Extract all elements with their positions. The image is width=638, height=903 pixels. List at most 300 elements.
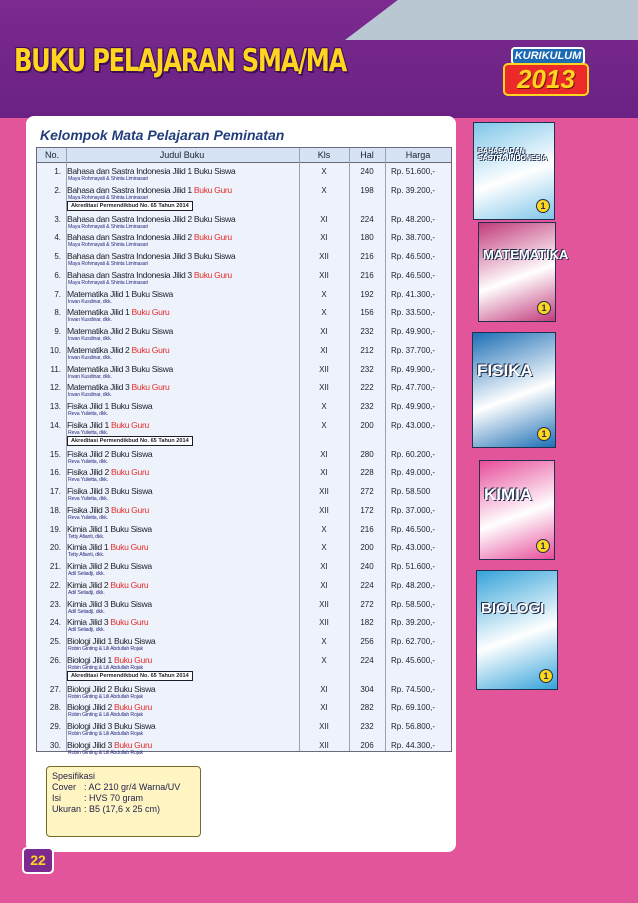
table-row (37, 289, 451, 308)
book-class: X (321, 167, 327, 176)
book-type: Buku Guru (193, 269, 232, 280)
book-author: Maya Rohmayati & Shinta Liminasari (68, 261, 148, 267)
book-title (67, 721, 155, 731)
book-type: Buku Siswa (131, 326, 173, 336)
spec-heading: Spesifikasi (52, 771, 96, 781)
book-pages: 216 (360, 252, 374, 261)
book-title (67, 307, 169, 317)
book-price: Rp. 37.000,- (391, 505, 436, 515)
book-title (67, 382, 169, 392)
book-type: Buku Guru (193, 232, 232, 243)
book-pages: 240 (360, 167, 374, 176)
specification-box (46, 766, 201, 837)
book-pages: 156 (360, 308, 374, 318)
book-author: Irwan Kusdinar, dkk. (68, 354, 112, 361)
row-number: 30. (49, 740, 61, 750)
book-title-text: Biologi Jilid 3 (67, 721, 114, 731)
book-pages: 224 (360, 580, 374, 590)
badge-label: KURIKULUM (511, 47, 585, 65)
book-title-text: Fisika Jilid 3 (67, 486, 111, 496)
table-row (37, 617, 451, 636)
accreditation-note: Akreditasi Permendikbud No. 65 Tahun 2014 (67, 201, 193, 211)
book-title-text: Biologi Jilid 1 (67, 636, 114, 646)
book-class: XII (319, 722, 329, 731)
book-type: Buku Guru (113, 654, 152, 665)
book-class: XII (319, 505, 329, 515)
table-row (37, 307, 451, 326)
book-author: Reva Yulietta, dkk. (68, 496, 109, 502)
table-row (37, 542, 451, 561)
book-price: Rp. 39.200,- (391, 185, 436, 195)
book-title-text: Biologi Jilid 1 (67, 654, 114, 665)
table-row (37, 636, 451, 655)
book-cover-image (478, 222, 569, 322)
book-price: Rp. 60.200,- (391, 449, 436, 459)
book-price: Rp. 58.500,- (391, 599, 436, 609)
book-title-text: Matematika Jilid 3 (67, 382, 132, 393)
col-hal: Hal (360, 150, 374, 160)
spec-value: : HVS 70 gram (84, 793, 144, 803)
book-class: XII (319, 383, 329, 393)
book-class: X (321, 420, 327, 430)
page-number: 22 (22, 847, 54, 874)
table-row (37, 270, 451, 289)
book-title-text: Matematika Jilid 2 (67, 326, 132, 336)
book-type: Buku Guru (110, 579, 149, 590)
book-price: Rp. 49.900,- (391, 402, 436, 411)
book-title (67, 449, 152, 459)
book-title (67, 486, 152, 496)
book-author: Maya Rohmayati & Shinta Liminasari (68, 176, 148, 182)
book-title-text: Kimia Jilid 3 (67, 598, 111, 609)
book-title (67, 251, 235, 261)
book-class: XII (319, 618, 329, 628)
table-row (37, 561, 451, 580)
book-cover-title: FISIKA (477, 361, 533, 380)
col-no: No. (44, 150, 59, 160)
book-pages: 232 (360, 364, 374, 374)
book-type: Buku Guru (131, 382, 170, 393)
book-cover-image (479, 460, 555, 560)
book-type: Buku Guru (110, 542, 149, 553)
row-number: 24. (49, 618, 61, 628)
book-title (67, 740, 152, 750)
table-row (37, 467, 451, 486)
book-class: XII (319, 599, 329, 609)
book-title (67, 580, 148, 590)
book-class: XI (320, 468, 328, 478)
table-row (37, 326, 451, 345)
book-type: Buku Siswa (110, 561, 152, 571)
book-price: Rp. 49.000,- (391, 468, 436, 478)
table-row (37, 251, 451, 270)
page-title: BUKU PELAJARAN SMA/MA (14, 43, 347, 79)
book-type: Buku Siswa (193, 213, 236, 224)
book-pages: 282 (360, 703, 374, 713)
book-class: XI (320, 562, 328, 571)
book-price: Rp. 49.900,- (391, 364, 436, 374)
row-number: 16. (49, 468, 61, 478)
kurikulum-badge (497, 44, 589, 100)
book-title-text: Bahasa dan Sastra Indonesia Jilid 2 (67, 213, 194, 224)
book-price: Rp. 41.300,- (391, 289, 436, 299)
book-title (67, 185, 232, 195)
book-price: Rp. 51.600,- (391, 167, 436, 176)
book-author: Irwan Kusdinar, dkk. (68, 373, 112, 380)
book-title (67, 345, 169, 355)
book-author: Irwan Kusdinar, dkk. (68, 317, 112, 324)
col-kls: Kls (317, 150, 331, 160)
book-price: Rp. 43.000,- (391, 543, 436, 553)
book-class: XI (320, 449, 328, 459)
row-number: 22. (49, 580, 61, 590)
book-pages: 182 (360, 618, 374, 628)
book-title (67, 542, 148, 552)
book-author: Tetty Afianti, dkk. (68, 552, 105, 559)
book-pages: 216 (360, 524, 374, 534)
book-author: Maya Rohmayati & Shinta Liminasari (68, 279, 148, 286)
book-price: Rp. 46.500,- (391, 252, 436, 261)
col-judul: Judul Buku (159, 150, 205, 160)
book-price: Rp. 46.500,- (391, 524, 436, 534)
book-author: Adil Setiadji, dkk. (68, 627, 105, 634)
table-row (37, 449, 451, 468)
book-title (67, 505, 149, 515)
row-number: 29. (49, 722, 61, 731)
row-number: 28. (49, 703, 61, 713)
book-type: Buku Siswa (110, 448, 153, 459)
row-number: 15. (49, 449, 61, 459)
book-pages: 232 (360, 722, 374, 731)
book-price: Rp. 37.700,- (391, 345, 436, 355)
table-row (37, 345, 451, 364)
spec-key: Cover (52, 782, 77, 792)
book-class: XI (320, 233, 328, 243)
book-class: X (321, 543, 327, 553)
row-number: 19. (49, 524, 61, 534)
table-row (37, 524, 451, 543)
table-row (37, 684, 451, 703)
book-price: Rp. 46.500,- (391, 270, 436, 280)
table-row (37, 599, 451, 618)
book-author: Maya Rohmayati & Shinta Liminasari (68, 194, 148, 201)
book-price: Rp. 69.100,- (391, 703, 436, 713)
table-row (37, 740, 451, 759)
book-class: X (321, 524, 327, 534)
book-class: XI (320, 214, 328, 224)
book-type: Buku Siswa (131, 288, 173, 299)
book-type: Buku Guru (113, 739, 152, 750)
book-author: Adil Setiadji, dkk. (68, 608, 105, 615)
book-pages: 304 (360, 684, 374, 694)
book-cover-title: BAHASA DAN SASTRA INDONESIA (478, 148, 548, 163)
book-price: Rp. 47.700,- (391, 383, 436, 393)
section-title: Kelompok Mata Pelajaran Peminatan (40, 127, 285, 143)
book-pages: 200 (360, 543, 374, 553)
row-number: 4. (54, 233, 61, 243)
table-row (37, 505, 451, 524)
book-author: Robin Ginting & Lili Abdullah Rojak (68, 731, 143, 737)
book-title (67, 702, 152, 712)
book-volume-badge: 1 (539, 669, 553, 683)
book-price: Rp. 48.200,- (391, 214, 436, 224)
book-price: Rp. 45.600,- (391, 655, 436, 665)
book-class: X (321, 289, 327, 299)
book-type: Buku Siswa (131, 363, 173, 374)
accreditation-note: Akreditasi Permendikbud No. 65 Tahun 2014 (67, 671, 193, 681)
book-class: XI (320, 345, 328, 355)
book-type: Buku Siswa (193, 251, 236, 261)
spec-value: : B5 (17,6 x 25 cm) (84, 804, 161, 814)
book-class: X (321, 308, 327, 318)
book-pages: 200 (360, 420, 374, 430)
book-title (67, 364, 173, 374)
book-cover-title: BIOLOGI (481, 600, 545, 617)
book-cover-image (472, 332, 556, 448)
book-title (67, 270, 232, 280)
accreditation-note: Akreditasi Permendikbud No. 65 Tahun 2014 (67, 436, 193, 446)
row-number: 21. (49, 562, 61, 571)
book-class: XII (319, 270, 329, 280)
row-number: 10. (49, 345, 61, 355)
book-type: Buku Siswa (110, 401, 153, 411)
row-number: 8. (54, 308, 61, 318)
book-title (67, 289, 173, 299)
book-title-text: Biologi Jilid 2 (67, 702, 114, 713)
book-pages: 240 (360, 562, 374, 571)
book-class: XII (319, 364, 329, 374)
book-title (67, 599, 152, 609)
book-type: Buku Guru (110, 617, 149, 628)
book-type: Buku Siswa (113, 721, 156, 731)
row-number: 5. (54, 252, 61, 261)
book-class: X (321, 185, 327, 195)
book-type: Buku Guru (193, 184, 232, 195)
book-pages: 256 (360, 637, 374, 646)
book-title-text: Kimia Jilid 3 (67, 617, 111, 628)
book-title-text: Matematika Jilid 2 (67, 344, 132, 355)
book-type: Buku Guru (110, 467, 149, 478)
row-number: 25. (49, 637, 61, 646)
book-title-text: Kimia Jilid 2 (67, 561, 111, 571)
table-row (37, 702, 451, 721)
book-type: Buku Guru (131, 307, 170, 318)
book-title-text: Fisika Jilid 2 (67, 467, 111, 478)
book-title-text: Matematika Jilid 3 (67, 363, 132, 374)
book-price: Rp. 33.500,- (391, 308, 436, 318)
row-number: 26. (49, 655, 61, 665)
book-type: Buku Siswa (113, 683, 156, 694)
book-title (67, 684, 155, 694)
table-row (37, 364, 451, 383)
book-pages: 206 (360, 740, 374, 750)
col-harga: Harga (405, 150, 431, 160)
table-row (37, 401, 451, 420)
book-type: Buku Guru (131, 344, 170, 355)
book-author: Irwan Kusdinar, dkk. (68, 298, 112, 305)
table-header (37, 148, 451, 163)
book-title-text: Fisika Jilid 2 (67, 448, 111, 459)
book-price: Rp. 39.200,- (391, 618, 436, 628)
table-row (37, 232, 451, 251)
row-number: 20. (49, 543, 61, 553)
book-pages: 192 (360, 289, 374, 299)
book-title (67, 420, 149, 430)
book-title (67, 636, 155, 646)
book-title-text: Bahasa dan Sastra Indonesia Jilid 1 (67, 166, 194, 176)
table-row (37, 166, 451, 185)
book-pages: 228 (360, 468, 374, 478)
row-number: 2. (54, 185, 61, 195)
spec-key: Isi (52, 793, 61, 803)
book-table (36, 147, 452, 756)
book-type: Buku Siswa (193, 166, 236, 176)
book-cover-title: KIMIA (484, 485, 533, 504)
book-type: Buku Siswa (110, 598, 152, 609)
book-title-text: Matematika Jilid 1 (67, 307, 132, 318)
book-title-text: Bahasa dan Sastra Indonesia Jilid 2 (67, 232, 194, 243)
row-number: 27. (49, 684, 61, 694)
book-class: XI (320, 703, 328, 713)
book-title-text: Kimia Jilid 1 (67, 542, 111, 553)
book-title-text: Fisika Jilid 3 (67, 504, 111, 515)
table-row (37, 580, 451, 599)
book-type: Buku Guru (110, 504, 149, 515)
book-title-text: Kimia Jilid 1 (67, 523, 111, 534)
book-title (67, 214, 235, 224)
book-title (67, 401, 152, 411)
book-volume-badge: 1 (537, 427, 551, 441)
book-class: XI (320, 684, 328, 694)
book-title-text: Bahasa dan Sastra Indonesia Jilid 3 (67, 269, 194, 280)
book-title-text: Bahasa dan Sastra Indonesia Jilid 1 (67, 184, 194, 195)
book-author: Reva Yulietta, dkk. (68, 458, 109, 465)
book-class: XI (320, 580, 328, 590)
spec-value: : AC 210 gr/4 Warna/UV (84, 782, 181, 792)
book-author: Irwan Kusdinar, dkk. (68, 336, 112, 342)
row-number: 18. (49, 505, 61, 515)
row-number: 14. (49, 420, 61, 430)
table-row (37, 214, 451, 233)
book-title (67, 166, 235, 176)
book-price: Rp. 44.300,- (391, 740, 436, 750)
book-pages: 224 (360, 655, 374, 665)
book-title-text: Fisika Jilid 1 (67, 401, 111, 411)
book-volume-badge: 1 (536, 539, 550, 553)
spec-key: Ukuran (52, 804, 82, 814)
table-row (37, 382, 451, 401)
row-number: 23. (49, 599, 61, 609)
book-author: Reva Yulietta, dkk. (68, 411, 109, 417)
book-author: Adil Setiadji, dkk. (68, 589, 105, 596)
book-class: X (321, 637, 327, 646)
book-cover-image (476, 570, 558, 690)
book-class: XII (319, 252, 329, 261)
book-class: XII (319, 740, 329, 750)
book-price: Rp. 58.500 (391, 487, 431, 496)
book-pages: 272 (360, 599, 374, 609)
book-pages: 232 (360, 402, 374, 411)
book-type: Buku Siswa (113, 636, 156, 646)
book-type: Buku Guru (113, 702, 152, 713)
book-price: Rp. 51.600,- (391, 562, 436, 571)
book-author: Reva Yulietta, dkk. (68, 477, 109, 484)
book-cover-image (473, 122, 555, 220)
book-title-text: Kimia Jilid 2 (67, 579, 111, 590)
book-title (67, 326, 173, 336)
book-pages: 272 (360, 487, 374, 496)
book-author: Reva Yulietta, dkk. (68, 514, 109, 521)
row-number: 7. (54, 289, 61, 299)
book-title (67, 467, 149, 477)
book-title-text: Biologi Jilid 3 (67, 739, 114, 750)
book-title-text: Matematika Jilid 1 (67, 288, 132, 299)
spec-row-cover (52, 782, 195, 793)
book-volume-badge: 1 (537, 301, 551, 315)
book-author: Robin Ginting & Lili Abdullah Rojak (68, 749, 143, 756)
book-class: XI (320, 327, 328, 336)
book-author: Robin Ginting & Lili Abdullah Rojak (68, 646, 143, 652)
row-number: 3. (54, 214, 61, 224)
book-price: Rp. 74.500,- (391, 684, 436, 694)
book-class: X (321, 402, 327, 411)
book-author: Robin Ginting & Lili Abdullah Rojak (68, 664, 143, 671)
book-title (67, 655, 152, 665)
book-title-text: Biologi Jilid 2 (67, 683, 114, 694)
row-number: 12. (49, 383, 61, 393)
book-pages: 216 (360, 270, 374, 280)
book-pages: 172 (360, 505, 374, 515)
book-author: Adil Setiadji, dkk. (68, 571, 105, 577)
book-type: Buku Siswa (110, 486, 153, 496)
book-pages: 280 (360, 449, 374, 459)
book-author: Maya Rohmayati & Shinta Liminasari (68, 242, 148, 249)
row-number: 17. (49, 487, 61, 496)
table-row (37, 721, 451, 740)
spec-row-isi (52, 793, 195, 804)
book-author: Tetty Afianti, dkk. (68, 533, 105, 540)
book-pages: 222 (360, 383, 374, 393)
book-cover-title: MATEMATIKA (483, 247, 569, 262)
book-title (67, 524, 152, 534)
badge-year: 2013 (503, 63, 589, 96)
book-price: Rp. 62.700,- (391, 637, 436, 646)
row-number: 13. (49, 402, 61, 411)
row-number: 6. (54, 270, 61, 280)
book-author: Robin Ginting & Lili Abdullah Rojak (68, 712, 143, 719)
spec-row-ukuran (52, 804, 195, 815)
book-author: Maya Rohmayati & Shinta Liminasari (68, 223, 148, 230)
book-class: XII (319, 487, 329, 496)
book-volume-badge: 1 (536, 199, 550, 213)
book-title (67, 617, 148, 627)
book-price: Rp. 48.200,- (391, 580, 436, 590)
book-author: Reva Yulietta, dkk. (68, 429, 109, 436)
book-price: Rp. 38.700,- (391, 233, 436, 243)
book-title (67, 561, 152, 571)
row-number: 11. (50, 364, 61, 374)
book-type: Buku Siswa (110, 523, 152, 534)
table-row (37, 486, 451, 505)
row-number: 9. (54, 327, 61, 336)
book-author: Irwan Kusdinar, dkk. (68, 392, 112, 399)
book-pages: 212 (360, 345, 374, 355)
book-pages: 232 (360, 327, 374, 336)
book-price: Rp. 56.800,- (391, 722, 436, 731)
book-title-text: Bahasa dan Sastra Indonesia Jilid 3 (67, 251, 194, 261)
book-price: Rp. 43.000,- (391, 420, 436, 430)
row-number: 1. (54, 167, 61, 176)
